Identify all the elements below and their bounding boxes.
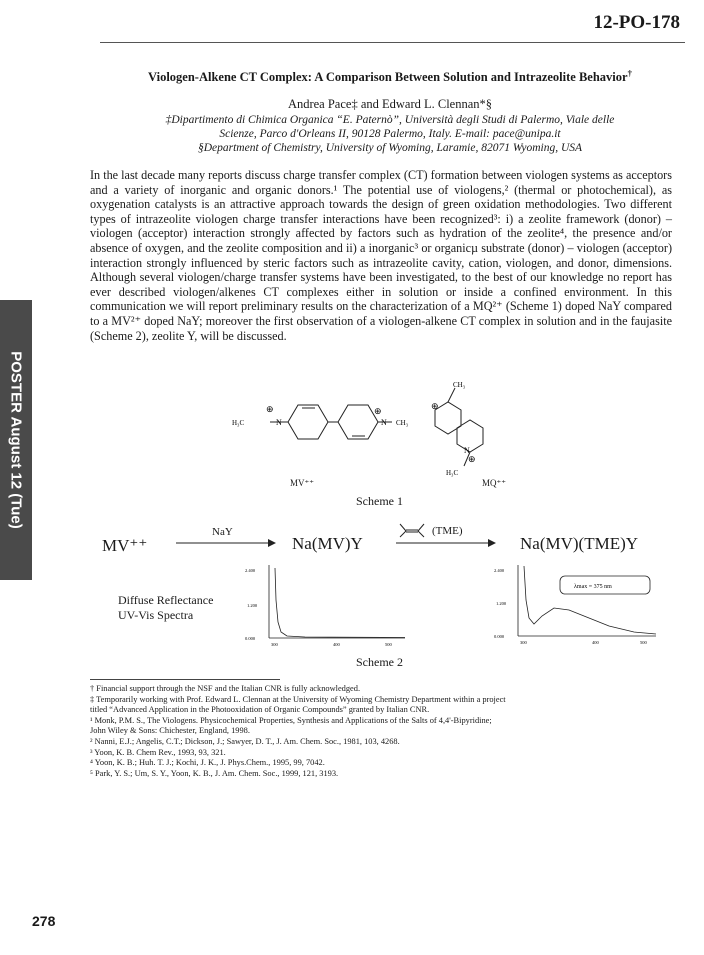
tme-structure-icon	[398, 522, 428, 538]
footnote-line: † Financial support through the NSF and the Italian CNR is fully acknowledged.	[90, 684, 361, 693]
side-tab-label: POSTER August 12 (Tue)	[7, 351, 25, 529]
footnote-rule	[90, 679, 280, 680]
spectrum-na-mv-tme-y	[494, 560, 666, 652]
body-text: In the last decade many reports discuss charge transfer complex (CT) formation between viologen systems as acceptors and a variety of inorganic and organic donors.¹ The potential use of viologens,² (thermal or photochemical), as oxygenation catalysts is an attractive approach towards the design of green oxidation methodologies. Two different types of intrazeolite viologen charge transfer interactions have been recognized³: i) a zeolite framework (donor) – viologen (acceptor) interaction strongly affected by factors such as hydration of the zeolite⁴, the presence and/or absence of oxygen, and the zeolite composition and ii) a inorganic³ or organicµ substrate (donor) – viologen (acceptor) interaction strongly influenced by steric factors such as intrazeolite cavity, cation, viologen, and donor, dimensions. Although several viologen/charge transfer systems have been investigated, to the best of our knowledge no report has ever described viologen/alkenes CT complexes either in solution or inside a confined environment. In this communication we will report preliminary results on the characterization of a MQ²⁺ (Scheme 1) doped NaY compared to a MV²⁺ doped NaY; moreover the first observation of a viologen-alkene CT complex in solution and in the faujasite (Scheme 2), zeolite Y, will be discussed.	[90, 168, 672, 343]
plot1-xtick-500: 500	[385, 642, 392, 647]
lambda-max-label: λmax = 375 nm	[574, 584, 612, 590]
footnote-line: ¹ Monk, P.M. S., The Viologens. Physicochemical Properties, Synthesis and Applications of the Salts of 4,4'-Bipyridine;	[90, 715, 492, 725]
mv-plus-left: ⊕	[266, 404, 274, 414]
title-text: Viologen-Alkene CT Complex: A Comparison Between Solution and Intrazeolite Behavior	[148, 70, 628, 84]
spectra-caption-line-1: Diffuse Reflectance	[118, 593, 214, 607]
mv-h3c-label: H₃C	[232, 419, 245, 427]
mv-ring-left	[288, 405, 328, 439]
mq-label: MQ⁺⁺	[482, 478, 507, 488]
spectra-caption-line-2: UV-Vis Spectra	[118, 608, 194, 622]
reactant-mv: MV⁺⁺	[102, 536, 148, 555]
footnote-line: ³ Yoon, K. B. Chem Rev., 1993, 93, 321.	[90, 747, 226, 757]
mq-plus-bottom: ⊕	[468, 454, 476, 464]
plot2-xtick-400: 400	[592, 640, 599, 645]
plot2-ytick-top: 2.400	[494, 568, 505, 573]
affiliation-line-2: Scienze, Parco d'Orleans II, 90128 Palermo, Italy. E-mail: pace@unipa.it	[219, 128, 561, 140]
spectrum-1-curve	[275, 568, 405, 638]
product-na-mv-y: Na(MV)Y	[292, 534, 363, 553]
poster-code: 12-PO-178	[593, 12, 680, 33]
mv-label: MV⁺⁺	[290, 478, 315, 488]
plot2-ytick-bottom: 0.000	[494, 634, 505, 639]
plot1-xtick-400: 400	[333, 642, 340, 647]
mq-ch3-label: CH₃	[453, 381, 466, 389]
paper-title	[90, 67, 690, 85]
affiliation-line-1: ‡Dipartimento di Chimica Organica “E. Paternò”, Università degli Studi di Palermo, Viale delle	[165, 114, 615, 126]
mq-n-bottom: N	[464, 446, 470, 455]
plot1-ytick-top: 2.400	[245, 568, 256, 573]
body-paragraph	[90, 168, 672, 343]
footnote-line: John Wiley & Sons: Chichester, England, 1998.	[90, 726, 250, 736]
header-rule	[100, 42, 685, 43]
scheme-1-structures	[230, 380, 490, 490]
plot2-xtick-500: 500	[640, 640, 647, 645]
affiliation-line-3: §Department of Chemistry, University of Wyoming, Laramie, 82071 Wyoming, USA	[197, 142, 583, 154]
scheme-2-label: Scheme 2	[356, 655, 403, 669]
page-number: 278	[32, 913, 56, 929]
plot1-ytick-mid: 1.200	[247, 603, 258, 608]
footnote-line: ⁴ Yoon, K. B.; Huh. T. J.; Kochi, J. K., J. Phys.Chem., 1995, 99, 7042.	[90, 758, 325, 768]
authors: Andrea Pace‡ and Edward L. Clennan*§	[287, 97, 493, 111]
reagent-tme: (TME)	[432, 525, 463, 537]
footnote-line: ² Nanni, E.J.; Angelis, C.T.; Dickson, J.; Sawyer, D. T., J. Am. Chem. Soc., 1981, 103, 4268.	[90, 736, 400, 746]
scheme-1-label: Scheme 1	[356, 494, 403, 508]
reagent-nay: NaY	[212, 526, 233, 538]
reaction-arrow-2	[396, 537, 496, 549]
mv-n-right: N	[381, 418, 387, 427]
title-footnote-mark: †	[627, 67, 632, 78]
mq-plus-top: ⊕	[431, 401, 439, 411]
mq-h3c-label: H₃C	[446, 469, 459, 477]
plot2-ytick-mid: 1.200	[496, 601, 507, 606]
plot2-xtick-300: 300	[520, 640, 527, 645]
mv-ch3-label: CH₃	[396, 419, 409, 427]
mv-ring-right	[338, 405, 378, 439]
footnote-line: ⁵ Park, Y. S.; Um, S. Y., Yoon, K. B., J. Am. Chem. Soc., 1999, 121, 3193.	[90, 768, 339, 778]
footnote-line: titled “Advanced Application in the Photooxidation of Organic Compounds” granted by Italian CNR.	[90, 705, 430, 715]
footnotes	[90, 684, 672, 779]
product-na-mv-tme-y: Na(MV)(TME)Y	[520, 534, 639, 553]
footnote-line: ‡ Temporarily working with Prof. Edward L. Clennan at the University of Wyoming Chemistry Department within a project	[90, 694, 506, 704]
spectra-caption	[118, 593, 213, 623]
mv-plus-right: ⊕	[374, 406, 382, 416]
plot1-xtick-300: 300	[271, 642, 278, 647]
mv-n-left: N	[276, 418, 282, 427]
spectrum-na-mv-y	[245, 560, 415, 652]
plot1-ytick-bottom: 0.000	[245, 636, 256, 641]
reaction-arrow-1	[176, 537, 276, 549]
